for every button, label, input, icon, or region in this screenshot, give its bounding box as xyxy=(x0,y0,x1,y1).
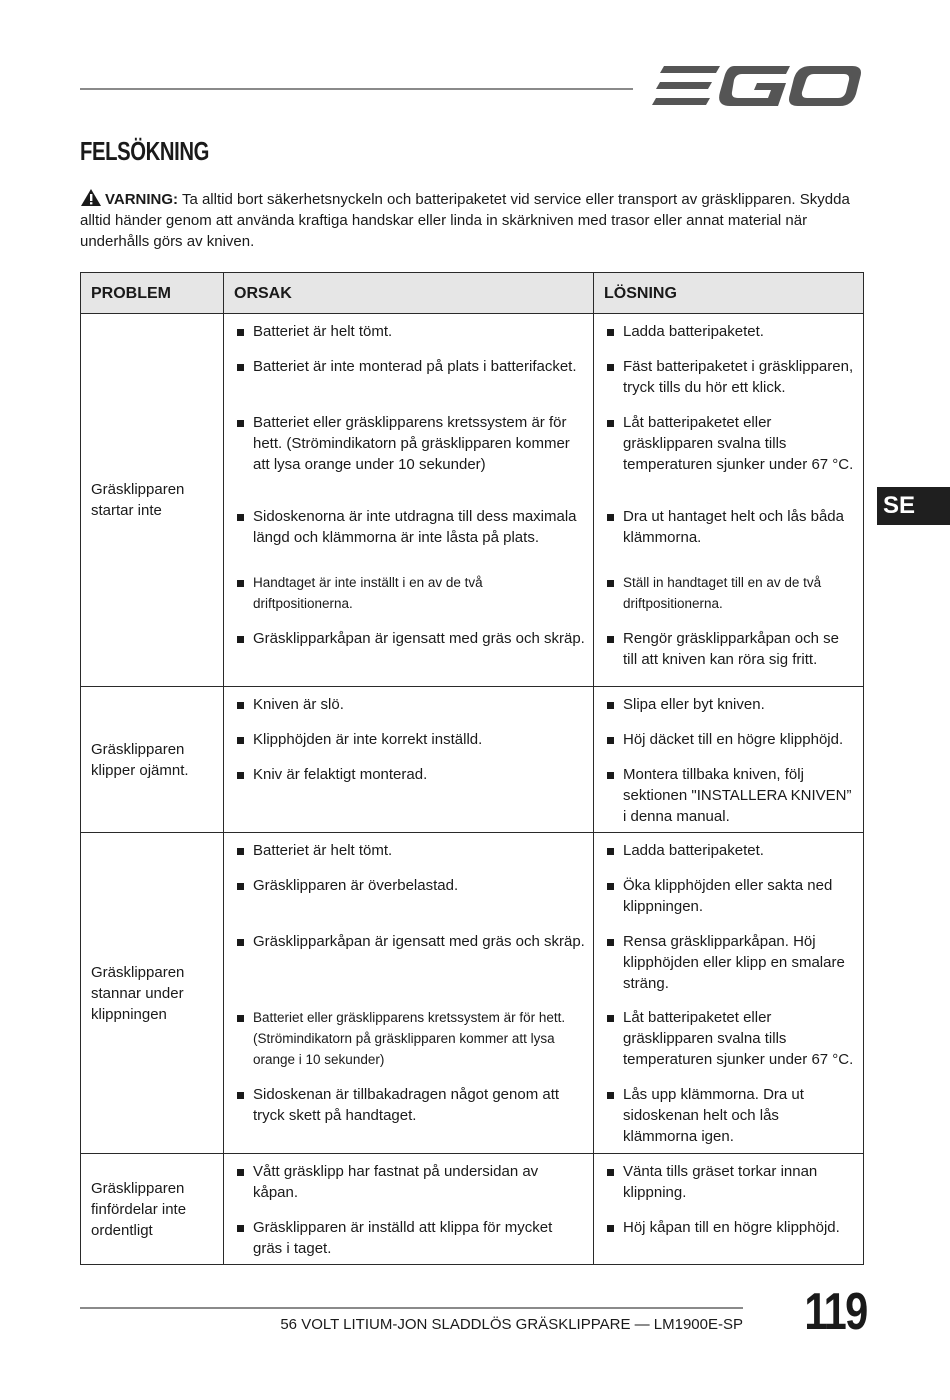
list-item: Batteriet eller gräsklipparens kretssystem är för hett. (Strömindikatorn på gräsklipparen kommer att lysa orange i 10 sekunder) xyxy=(224,1007,593,1084)
table-row xyxy=(81,1154,864,1265)
ego-logo xyxy=(650,62,862,114)
list-item: Öka klipphöjden eller sakta ned klippningen. xyxy=(594,875,863,931)
solution-cell xyxy=(594,687,864,833)
list-item: Kniv är felaktigt monterad. xyxy=(224,764,593,830)
table-row xyxy=(81,314,864,687)
cause-cell xyxy=(224,687,594,833)
list-item: Fäst batteripaketet i gräsklipparen, tryck tills du hör ett klick. xyxy=(594,356,863,412)
list-item: Klipphöjden är inte korrekt inställd. xyxy=(224,729,593,764)
list-item: Ladda batteripaketet. xyxy=(594,321,863,356)
list-item: Rensa gräsklipparkåpan. Höj klipphöjden eller klipp en smalare sträng. xyxy=(594,931,863,1007)
list-item: Vänta tills gräset torkar innan klippning. xyxy=(594,1161,863,1217)
list-item: Sidoskenorna är inte utdragna till dess maximala längd och klämmorna är inte låsta på plats. xyxy=(224,506,593,572)
troubleshooting-table xyxy=(80,272,864,1265)
column-header-cause: ORSAK xyxy=(224,273,594,314)
list-item: Ställ in handtaget till en av de två driftpositionerna. xyxy=(594,572,863,628)
list-item: Lås upp klämmorna. Dra ut sidoskenan helt och lås klämmorna igen. xyxy=(594,1084,863,1150)
warning-icon xyxy=(80,188,102,207)
list-item: Gräsklipparen är inställd att klippa för mycket gräs i taget. xyxy=(224,1217,593,1263)
warning-label: VARNING: xyxy=(105,191,179,208)
language-tab: SE xyxy=(877,487,950,525)
table-header-row xyxy=(81,273,864,314)
list-item: Gräsklipparen är överbelastad. xyxy=(224,875,593,931)
footer-text: 56 VOLT LITIUM-JON SLADDLÖS GRÄSKLIPPARE — LM1900E-SP xyxy=(280,1316,743,1333)
list-item: Rengör gräsklipparkåpan och se till att kniven kan röra sig fritt. xyxy=(594,628,863,684)
list-item: Gräsklipparkåpan är igensatt med gräs och skräp. xyxy=(224,931,593,1007)
cause-cell xyxy=(224,314,594,687)
list-item: Handtaget är inte inställt i en av de två driftpositionerna. xyxy=(224,572,593,628)
list-item: Batteriet är helt tömt. xyxy=(224,321,593,356)
list-item: Gräsklipparkåpan är igensatt med gräs och skräp. xyxy=(224,628,593,684)
table-row xyxy=(81,687,864,833)
problem-cell: Gräsklipparen stannar under klippningen xyxy=(81,833,224,1154)
header-rule xyxy=(80,88,633,90)
list-item: Vått gräsklipp har fastnat på undersidan av kåpan. xyxy=(224,1161,593,1217)
list-item: Montera tillbaka kniven, följ sektionen "INSTALLERA KNIVEN” i denna manual. xyxy=(594,764,863,830)
column-header-problem: PROBLEM xyxy=(81,273,224,314)
solution-cell xyxy=(594,833,864,1154)
problem-cell: Gräsklipparen startar inte xyxy=(81,314,224,687)
problem-cell: Gräsklipparen klipper ojämnt. xyxy=(81,687,224,833)
list-item: Batteriet är helt tömt. xyxy=(224,840,593,875)
cause-cell xyxy=(224,1154,594,1265)
solution-cell xyxy=(594,1154,864,1265)
problem-cell: Gräsklipparen finfördelar inte ordentligt xyxy=(81,1154,224,1265)
list-item: Höj kåpan till en högre klipphöjd. xyxy=(594,1217,863,1263)
page-number: 119 xyxy=(804,1283,867,1341)
footer-rule xyxy=(80,1307,743,1309)
list-item: Dra ut hantaget helt och lås båda klämmorna. xyxy=(594,506,863,572)
cause-cell xyxy=(224,833,594,1154)
list-item: Höj däcket till en högre klipphöjd. xyxy=(594,729,863,764)
warning-text: Ta alltid bort säkerhetsnyckeln och batteripaketet vid service eller transport av gräsklipparen. Skydda alltid händer genom att använda kraftiga handskar eller linda in skärkniven med trasor eller annat material när underhålls görs av kniven. xyxy=(80,191,850,250)
list-item: Låt batteripaketet eller gräsklipparen svalna tills temperaturen sjunker under 67 °C. xyxy=(594,1007,863,1084)
warning-notice xyxy=(80,188,860,252)
list-item: Kniven är slö. xyxy=(224,694,593,729)
table-row xyxy=(81,833,864,1154)
solution-cell xyxy=(594,314,864,687)
list-item: Ladda batteripaketet. xyxy=(594,840,863,875)
column-header-solution: LÖSNING xyxy=(594,273,864,314)
list-item: Låt batteripaketet eller gräsklipparen svalna tills temperaturen sjunker under 67 °C. xyxy=(594,412,863,506)
list-item: Batteriet är inte monterad på plats i batterifacket. xyxy=(224,356,593,412)
list-item: Sidoskenan är tillbakadragen något genom att tryck skett på handtaget. xyxy=(224,1084,593,1150)
list-item: Slipa eller byt kniven. xyxy=(594,694,863,729)
list-item: Batteriet eller gräsklipparens kretssystem är för hett. (Strömindikatorn på gräsklipparen kommer att lysa orange under 10 sekunder) xyxy=(224,412,593,506)
page-title: FELSÖKNING xyxy=(80,136,210,166)
